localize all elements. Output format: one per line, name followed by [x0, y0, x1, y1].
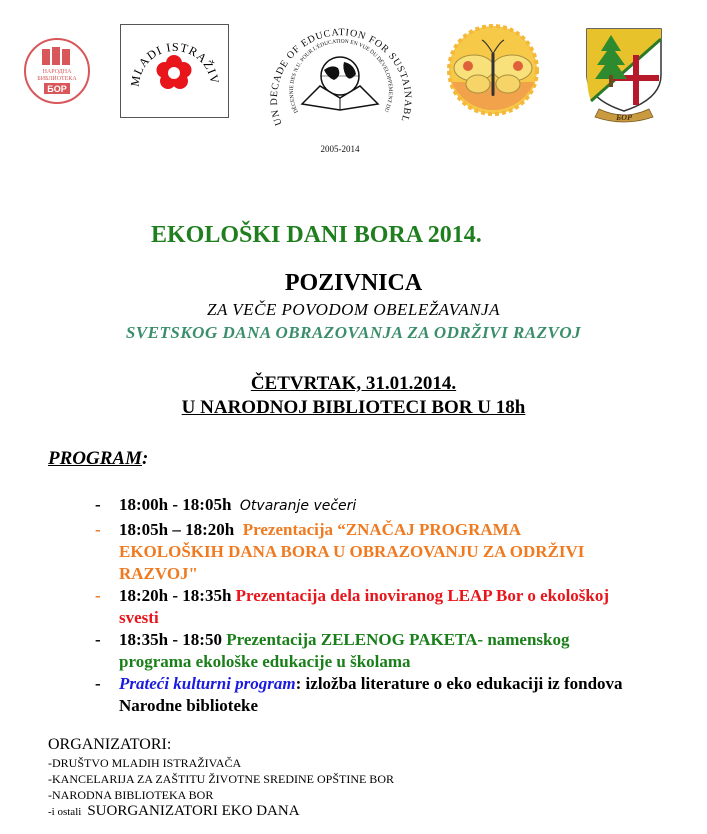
invitation-heading: POZIVNICA — [284, 270, 423, 296]
organizer-item — [48, 803, 394, 820]
program-item — [0, 494, 707, 517]
bor-coat-of-arms — [583, 25, 665, 125]
bullet-dash: - — [95, 630, 101, 649]
program-heading — [48, 448, 148, 470]
event-place: U NARODNOJ BIBLIOTECI BOR U 18h — [181, 397, 526, 418]
program-text: : izložba literature o eko edukaciji iz fondova Narodne biblioteke — [119, 674, 623, 715]
program-text: Prezentacija “ZNAČAJ PROGRAMA EKOLOŠKIH DANA BORA U OBRAZOVANJU ZA ODRŽIVI RAZVOJ" — [119, 520, 585, 583]
program-time: 18:05h – 18:20h — [119, 520, 235, 539]
bullet-dash: - — [95, 520, 101, 539]
globe-book-icon — [302, 57, 378, 110]
program-item — [0, 629, 707, 673]
program-item — [0, 519, 707, 585]
bullet-dash: - — [95, 495, 101, 514]
event-title: EKOLOŠKI DANI BORA 2014. — [151, 222, 482, 248]
organizer-prefix: -i ostali — [48, 806, 82, 818]
organizer-item: -DRUŠTVO MLADIH ISTRAŽIVAČA — [48, 756, 242, 770]
narodna-biblioteka-logo — [23, 37, 91, 105]
invitation-subtitle: ZA VEČE POVODOM OBELEŽAVANJA — [207, 300, 500, 319]
program-text: Prezentacija ZELENOG PAKETA- namenskog programa ekološke edukacije u školama — [119, 630, 570, 671]
svg-text:MLADI ISTRAŽIVAČI BORA: MLADI ISTRAŽIV — [127, 39, 222, 88]
bullet-dash: - — [95, 674, 101, 693]
organizer-item: -KANCELARIJA ZA ZAŠTITU ŽIVOTNE SREDINE OPŠTINE BOR — [48, 772, 394, 786]
program-text: Prezentacija dela inoviranog LEAP Bor o ekološkoj svesti — [119, 586, 610, 627]
bullet-dash: - — [95, 586, 101, 605]
program-time: 18:20h - 18:35h — [119, 586, 232, 605]
svg-text:БОР: БОР — [616, 113, 632, 122]
svg-text:DÉCENNIE DES N.U. POUR L'ÉDUCA: DÉCENNIE DES N.U. POUR L'ÉDUCATION EN VUE DU DÉVELOPPEMENT DU — [288, 38, 394, 114]
svg-text:БИБЛИОТЕКА: БИБЛИОТЕКА — [37, 76, 77, 82]
occasion-title: SVETSKOG DANA OBRAZOVANJA ZA ODRŽIVI RAZVOJ — [125, 323, 582, 342]
program-text: Otvaranje večeri — [239, 498, 357, 514]
program-time: 18:00h - 18:05h — [119, 495, 232, 514]
program-time: 18:35h - 18:50 — [119, 630, 222, 649]
event-date: ČETVRTAK, 31.01.2014. — [250, 373, 457, 394]
svg-text:UN DECADE OF EDUCATION FOR SUS: UN DECADE OF EDUCATION FOR SUSTAINABL — [268, 27, 414, 127]
program-heading-label: PROGRAM — [48, 448, 142, 469]
program-lead: Prateći kulturni program — [119, 674, 296, 693]
program-heading-colon: : — [141, 448, 149, 469]
program-item — [0, 673, 707, 717]
butterfly-sun-logo — [444, 22, 542, 118]
un-decade-esd-logo — [262, 6, 418, 158]
organizer-item: -NARODNA BIBLIOTEKA BOR — [48, 788, 214, 802]
organizers-list — [48, 755, 394, 820]
organizer-last: SUORGANIZATORI EKO DANA — [87, 803, 300, 819]
program-list — [0, 494, 707, 717]
organizers-heading: ORGANIZATORI: — [48, 736, 172, 753]
mladi-istrazivaci-logo — [120, 24, 229, 118]
svg-text:БОР: БОР — [47, 84, 67, 94]
svg-text:НАРОДНА: НАРОДНА — [42, 69, 72, 75]
flower-icon — [157, 55, 192, 89]
program-item — [0, 585, 707, 629]
svg-text:2005-2014: 2005-2014 — [320, 144, 360, 154]
